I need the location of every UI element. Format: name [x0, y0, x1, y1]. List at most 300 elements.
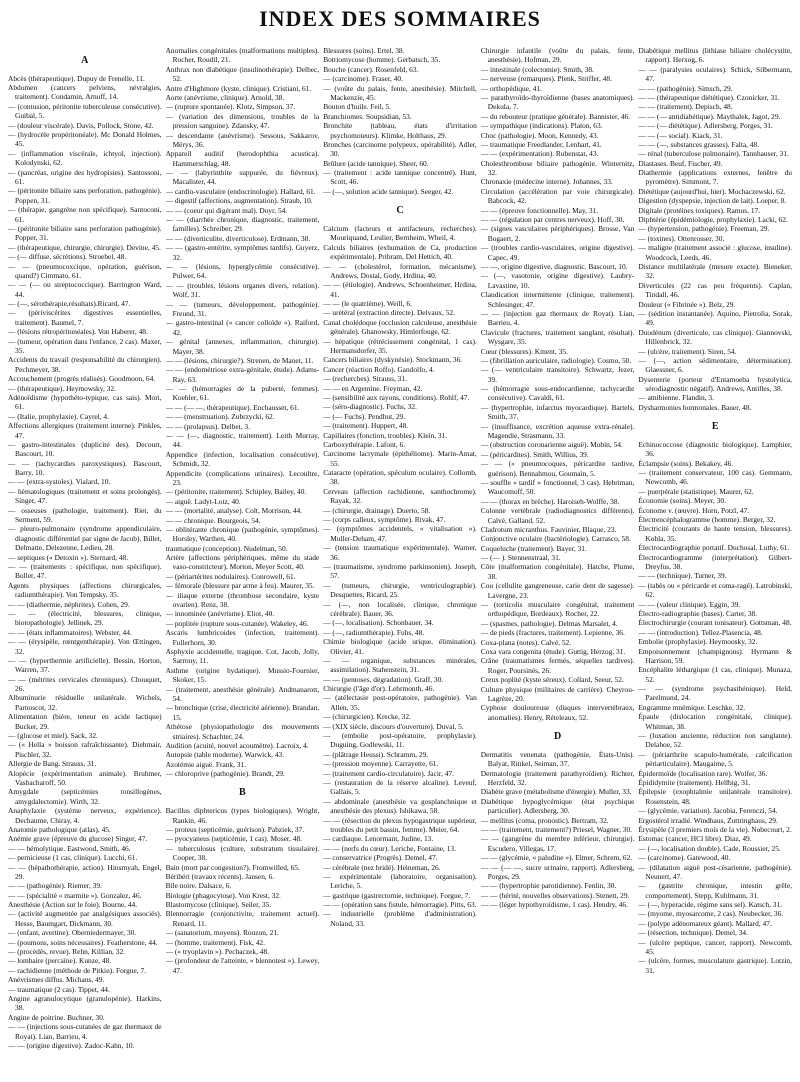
index-entry: Anémie grave (épreuve du glucose) Singer, 47.	[8, 834, 148, 844]
index-entry: — — (épreuve fonctionnelle). May, 31.	[480, 205, 599, 215]
index-entry: Branchiomes. Soupsidian, 53.	[323, 111, 412, 121]
index-entry: — pyocyaneus (septicémie, 1 cas). Moser, 48.	[165, 834, 302, 844]
index-entry: — — hémolytique. Eastwood, Smith, 46.	[8, 843, 131, 853]
index-entry: Empoisonnement (champignons). Hyrmann & Harrison, 59.	[638, 646, 792, 665]
index-entry: — (lésions rétropéritonéales). Von Haberer, 48.	[8, 327, 148, 337]
index-entry: Électrocardiogramme (interprétation). Gilbert-Dreyfus, 38.	[638, 552, 792, 571]
index-entry: — (torticolis musculaire congénital, traitement orthopédique, Bordeaux). Rocher, 22.	[480, 600, 635, 619]
index-entry: Canal cholédoque (occlusion calculeuse, anesthésie générale). Ghanowsky, Himlerfouge, 62.	[323, 317, 477, 337]
index-entry: — — (—, diagnostic, traitement). Leith Murray, 44.	[165, 431, 320, 450]
index-entry: — — (hypertrophie parotidienne). Fenlin, 30.	[480, 881, 617, 891]
index-entry: Anthrax non diabétique (insulinothérapie). Delbec, 52.	[165, 64, 320, 84]
index-entry: — traumatique Freedlander, Lenhart, 41.	[480, 139, 602, 149]
section-letter: A	[81, 55, 89, 66]
index-entry: Anomalies congénitales (malformations multiples). Rocher, Roudil, 21.	[165, 46, 320, 65]
index-entry: Cancers biliaires (dyskynésie). Stockmann, 36.	[323, 355, 463, 365]
index-entry: — (traitement). Huppert, 48.	[323, 421, 409, 431]
index-entry: — (symptômes accidentels, « vitalisation »). Muller-Deham, 47.	[323, 524, 477, 543]
index-entry: Bacillus diphtericus (types biologiques). Wright, Rankin, 46.	[165, 806, 320, 825]
index-entry: Adénoïdisme (hypothéto-typique, cas sais). Mori, 61.	[8, 392, 162, 412]
index-entry: — oblitérante chronique (pathogénie, symptômes). Horsley, Warthen, 40.	[165, 524, 320, 544]
index-entry: Cataracte (opération, spéculum oculaire). Collomb, 38.	[323, 468, 477, 487]
index-entry: — (polype adénomateux géant). Mallard, 47.	[638, 918, 772, 928]
index-entry: Culture physique (militaires de carrière). Cheyrou-Lagrèze, 20.	[480, 684, 635, 703]
index-entry: — (sédition instantanée). Aquino, Pietrolia, Sorak, 49.	[638, 308, 792, 328]
index-entry: — (péritonite, traitement). Schipley, Bailey, 40.	[165, 487, 307, 497]
index-entry: — (périarthrite scapulo-humérale, calcification périarticulaire). Maugaime, 5.	[638, 749, 792, 769]
index-entry: — — (mortalité, analyse). Colt, Morrison, 44.	[165, 506, 303, 516]
index-entry: — (« tryoplavin »). Pechaczek, 48.	[165, 947, 270, 957]
index-entry: Embolie (prophylaxie). Heymoosky, 32.	[638, 637, 758, 647]
index-columns	[8, 46, 792, 1076]
index-entry: Coxa vara congenita (étude). Guttig, Herzog, 31.	[480, 647, 626, 656]
index-entry: Diathermie (applications externes, fenêtre du pyromètre). Simmont, 7.	[638, 168, 792, 187]
index-entry: — — (hérité, nouvelles observations). Stenett, 29.	[480, 890, 630, 900]
index-entry: — (rupture spontanée). Klotz, Simpson, 37.	[165, 102, 296, 112]
index-entry: Électrencéphalogramme (homme). Berger, 32.	[638, 515, 776, 525]
index-entry: Allergie de Bang. Strauss, 31.	[8, 759, 97, 769]
index-entry: Engramme mnémique. Leschke, 32.	[638, 702, 746, 712]
index-entry: — de pieds (fractures, traitement). Lepienne, 36.	[480, 628, 625, 638]
index-entry: — (carcinome). Fraser, 40.	[323, 74, 403, 84]
index-entry: — — (« pneumocoques, péricardite tardive, guérison). Bennahmou, Goumain, 5.	[480, 459, 635, 478]
index-entry: — (poumons, soins nécessaires). Featherstone, 44.	[8, 937, 158, 947]
index-column	[481, 46, 635, 1076]
index-entry: — — (pathogénie). Simsch, 29.	[638, 83, 733, 93]
index-entry: Dermatitis venenata (pathogénie, États-Unis). Balyat, Rinkel, Seiman, 37.	[480, 749, 635, 769]
index-entry: — (inflammation viscérale, ichtyol, injection). Kolodynski, 62.	[8, 148, 162, 168]
index-entry: Chimie biologique (acide urique, élimination). Olivier, 41.	[323, 637, 477, 656]
index-entry: — souffle « tardif » fonctionnel, 3 cas). Hebriman, Waucomoff, 50.	[480, 477, 635, 497]
index-entry: — (—, hyperacide, régime sans sel). Katsch, 31.	[638, 900, 783, 910]
index-entry: — parathyroïdo-thyroïdienne (bases anatomiques). Dekula, 7.	[480, 92, 635, 112]
index-entry: — tuberculosus (culture, substratum tissulaire). Cooper, 38.	[165, 843, 320, 863]
index-entry: — — (pentoses, dégradation). Graff, 30.	[323, 674, 444, 684]
index-entry: — septiques (« Detoxin »). Sternard, 48.	[8, 552, 129, 562]
index-entry: — — (— —, sucre urinaire, rapport). Adlersberg, Porges, 29.	[480, 862, 635, 881]
index-entry: Anatomie pathologique (atlas), 45.	[8, 824, 111, 834]
index-entry: — bronchique (crise, électricité aérienne). Brandan, 15.	[165, 703, 320, 722]
index-entry: Diététique (aujourd'hui, hier). Mochaczewski, 62.	[638, 186, 786, 196]
index-entry: — — (— antidiabétique). Maythalek, Jagot, 29.	[638, 111, 781, 121]
index-entry: Chirurgie (l'âge d'or). Lehrmonth, 46.	[323, 684, 435, 694]
index-entry: Anesthésie (Action sur le foie). Bourne, 44.	[8, 900, 138, 910]
index-entry: Agents physiques (affections chirurgicales, radiumthérapie). Von Tempsky, 35.	[8, 580, 162, 600]
index-entry: — (insuffisance, excrétion aqueuse extra-rénale). Magendie, Strasmann, 33.	[480, 421, 635, 441]
index-entry: — (sanatorium, moyens). Rouzon, 21.	[165, 928, 279, 938]
index-entry: — (hypertrophie, infarctus myocardique). Bartels, Smith, 37.	[480, 402, 635, 422]
index-column	[638, 46, 792, 1076]
index-entry: Anaphylaxie (système nerveux, expérience). Dechaume, Chiray, 4.	[8, 806, 162, 825]
index-entry: — — (hyperthermie artificielle). Bessin, Horton, Warren, 37.	[8, 655, 162, 675]
index-entry: — — (tumeurs, développement, pathogénie). Freund, 31.	[165, 299, 320, 318]
index-entry: — (—, localisation double). Cade, Roussier, 25.	[638, 843, 781, 853]
index-entry: Diabétique hypoglycémique (état psychique particulier). Adlersberg, 30.	[480, 796, 635, 816]
index-entry: — (— Fuchs). Pendhut, 29.	[323, 411, 406, 421]
index-entry: — (périartérites nodulaires). Conrowell, 61.	[165, 571, 296, 581]
index-entry: — (dilatation aiguë post-césarienne, pathogénie). Neunert, 47.	[638, 862, 792, 881]
index-entry: Blennorragie (conjonctivite, traitement actuel). Renard, 11.	[165, 909, 320, 928]
index-entry: Cancer (réaction Roffo). Gandolfo, 4.	[323, 364, 435, 374]
index-entry: Crâne (traumatismes fermés, séquelles tardives). Roger, Poursinés, 26.	[480, 656, 635, 675]
index-column	[166, 46, 320, 1076]
index-entry: — — (valeur clinique). Eggin, 39.	[638, 599, 741, 609]
index-entry: — gastrique (gastrectomie, technique). Forgue, 7.	[323, 890, 471, 900]
index-entry: — cardio-vasculaire (endocrinologie). Hallard, 61.	[165, 186, 316, 196]
index-entry: Asphyxie accidentelle, tragique. Cot, Jacob, Jolly, Sarrouy, 11.	[165, 647, 320, 666]
index-entry: — (ulcère, traitement). Siren, 54.	[638, 346, 737, 356]
index-entry: Capillaires (fonction, troubles). Klein, 31.	[323, 430, 448, 440]
index-entry: — (hypertension, pathogénie). Freeman, 29.	[638, 224, 770, 234]
index-entry: — — (diarrhée chronique, diagnostic, traitement, familles). Schreiber, 29.	[165, 215, 320, 234]
index-entry: — (variation des dimensions, troubles de la pression sanguine). Zdansky, 47.	[165, 111, 320, 131]
index-entry: Éclampsie (soins). Bekakey, 46.	[638, 458, 734, 468]
index-entry: Cœur (blessures). Kment, 35.	[480, 346, 568, 356]
index-entry: — (péricardites). Smith, Willius, 39.	[480, 449, 589, 459]
index-entry: traumatique (conception). Nudelman, 50.	[165, 543, 288, 553]
index-entry: — — (— diététique). Adlersberg, Porges, 31.	[638, 121, 773, 131]
index-entry: — — (coeur qui digérant mal). Doyr, 54.	[165, 205, 288, 215]
index-entry: — — (thorax en brèche). Haroiseh-Wolffe, 38.	[480, 496, 620, 506]
index-entry: — (tumeur, opération dans l'enfance, 2 cas). Maxer, 35.	[8, 336, 162, 356]
index-entry: Dysenterie (porteur d'Entamoeba hystolytica, sérodiagnostic négatif). Andrews, Antilles, 38.	[638, 374, 792, 394]
index-entry: — (enfant, avertine). Oberniedermayer, 30.	[8, 928, 137, 938]
index-entry: Diabète grave (métabolisme d'énergie). Muller, 33.	[480, 787, 632, 797]
index-entry: — pleuro-pulmonaire (syndrome appendiculaire, diagnostic différentiel par signe de Jacob). Billet, Delmatte, Delezenne, Ledieu, 28.	[8, 524, 162, 553]
index-entry: Cladrotum micranthus. Fauvinier, Blaque, 23.	[480, 524, 617, 534]
index-entry: Albuminurie résiduelle unilatérale. Wichels, Parnoscot, 32.	[8, 693, 162, 712]
index-entry: Estomac (cancer, HCl libre). Diaz, 49.	[638, 834, 752, 844]
index-entry: — (ulcère peptique, cancer, rapport). Newcomb, 45.	[638, 937, 792, 957]
index-entry: — — (technique). Turner, 39.	[638, 571, 727, 581]
index-entry: — — (gangrène du membre inférieur, chirurgie). Escudero, Villegas, 17.	[480, 834, 635, 853]
index-entry: Colonne vertébrale (radiodiagnostics différents). Calvé, Galland, 52.	[480, 506, 635, 525]
index-entry: Économe v. (œuvre). Horn, Potzl, 47.	[638, 505, 750, 515]
index-entry: — (thérapeutique, chirurgie, chirurgie). Devine, 45.	[8, 242, 161, 252]
index-entry: Distance multilatérale (mesure exacte). Bieneker, 32.	[638, 261, 792, 281]
index-entry: — (XIX siècle, discours d'ouverture). Duval, 5.	[323, 721, 464, 731]
index-entry: — (fibrillation auriculaire, radiologie). Cosmo, 50.	[480, 355, 632, 365]
index-entry: — — (nerfs du cœur). Leriche, Fontaine, 13.	[323, 843, 456, 853]
index-entry: Appendicite (complications urinaires). Lecoultre, 23.	[165, 468, 320, 487]
index-entry: — (tension traumatique expérimentale). Warner, 36.	[323, 543, 477, 562]
index-entry: — chloroprive (pathogénie). Brandt, 29.	[165, 769, 285, 779]
index-entry: Béribéri (travaux récents). Jansen, 6.	[165, 871, 275, 881]
index-entry: — — (glycémie, « paludine »). Elmer, Schrem, 62.	[480, 853, 633, 863]
index-entry: — (luxation ancienne, réduction non sanglante). Delahoe, 52.	[638, 731, 792, 750]
index-entry: — (sensibilité aux rayons, conditions). Rohlf, 47.	[323, 392, 470, 402]
index-entry: Électrocardiographie portatif. Duchosal, Luthy, 61.	[638, 543, 790, 553]
index-entry: — génital (annexes, inflammation, chirurgie). Mayer, 38.	[165, 337, 320, 356]
index-entry: — — (gastro-entérite, symptômes tardifs). Guyerz, 32.	[165, 243, 320, 262]
index-entry: Dysharmonies hormonales. Bauer, 48.	[638, 402, 752, 412]
index-entry: Chirurgie infantile (voûte du palais, fente, anesthésie). Hofman, 29.	[480, 46, 635, 65]
index-entry: — (profondeur de l'atteinte, « blennotest »). Lewey, 47.	[165, 956, 320, 975]
index-entry: — (embolie post-opératoire, prophylaxie). Duguing, Godlewski, 11.	[323, 731, 477, 750]
index-entry: Économie (soins). Meyer, 30.	[638, 496, 726, 506]
index-entry: — abdominale (anesthésie va gosplanchnique et anesthésie des plexus). Ishikawa, 58.	[323, 796, 477, 816]
index-entry: — (thérapie, gangrène non spécifique). Santoconi, 61.	[8, 205, 162, 224]
index-entry: Conjonctive oculaire (bactériologie). Carrasco, 58.	[480, 534, 631, 544]
index-entry: Électro-radiographie (bases). Carter, 38.	[638, 608, 758, 618]
index-entry: Coqueluche (traitement). Bayer, 31.	[480, 543, 587, 553]
index-entry: — (hémorragie sous-endocardienne, tachycardie consécutive). Cavaldi, 61.	[480, 384, 635, 403]
index-entry: — (—, radiumthérapie). Fuhs, 48.	[323, 627, 425, 637]
index-entry: Appareil auditif (herodophthia acustica). Hammerschlag, 48.	[165, 149, 320, 168]
index-entry: Digitale (protéines toxiques). Ramos, 17.	[638, 205, 761, 215]
index-entry: — — (syndrome psychasthénique). Held, Parelmund, 24.	[638, 684, 792, 703]
index-entry: — innominée (anévrisme). Eliot, 40.	[165, 609, 275, 619]
index-entry: — (ulcère, formes, musculature gastrique). Lotzin, 31.	[638, 956, 792, 975]
index-entry: Ergostérol irradié. Windhaus, Zuttringhaus, 29.	[638, 815, 778, 825]
index-entry: Épidermoïde (localisation rare). Wolfer, 36.	[638, 768, 768, 778]
index-entry: — (plâtrage Heussi). Schramm, 29.	[323, 749, 429, 759]
index-entry: Alopécie (expérimentation animale). Bruhmer, Vasbacharoff, 50.	[8, 768, 162, 787]
index-entry: Diabétique mellitus (lithiase biliaire cholécystite, rapport). Herxog, 6.	[638, 46, 792, 65]
index-entry: — — (lésions, chirurgie?). Strenen, de Manet, 11.	[165, 355, 314, 365]
index-entry: Côte (malformation congénitale). Hatche, Plume, 38.	[480, 562, 635, 581]
index-entry: — — (prolapsus). Delbet, 3.	[165, 421, 250, 431]
index-entry: — (troubles cardio-vasculaires, origine digestive). Capec, 49.	[480, 243, 635, 262]
index-entry: — (toxines). Ottenrosser, 30.	[638, 233, 725, 243]
index-entry: — (séro-diagnostic). Fuchs, 32.	[323, 402, 417, 412]
index-entry: — industrielle (problème d'administration). Noland, 33.	[323, 909, 477, 928]
index-entry: Cou (cellulite gangreneuse, carie dent de sagesse). Lavergne, 23.	[480, 581, 635, 600]
index-entry: — (obstruction coronarienne aiguë). Mobin, 54.	[480, 440, 623, 450]
index-entry: — (hydrocèle propéritonéale). Mc Donald Holmes, 45.	[8, 130, 162, 149]
index-entry: — cardiaque. Lenormant, Judine, 13.	[323, 834, 434, 844]
index-entry: — (péritonite biliaire sans perforation, pathogénie). Poppen, 31.	[8, 186, 162, 205]
index-entry: — orthopédique, 41.	[480, 83, 542, 93]
index-entry: — — (paralysies oculaires). Schick, Silbermann, 47.	[638, 64, 792, 84]
index-entry: Abcès (thérapeutique). Dupuy de Frenelle, 11.	[8, 73, 145, 83]
index-entry: Épaule (dislocation congénitale, clinique). Whitman, 38.	[638, 712, 792, 731]
index-entry: — (contusion, péritonite tuberculeuse consécutive). Guibal, 5.	[8, 101, 162, 121]
index-entry: — gastro-intestinal (« cancer colloïde »). Raiford, 42.	[165, 318, 320, 337]
index-entry: — (traitement cardio-circulatoire). Jacir, 47.	[323, 768, 455, 778]
index-entry: — expérimentale (laboratoire, organisation). Leriche, 5.	[323, 871, 477, 891]
index-entry: — — (injections sous-cutanées de gaz thermaux de Royat). Lian, Barrieu, 4.	[8, 1022, 162, 1041]
index-entry: Bronchite (tableau, états d'irritation psychomoteurs). Klimke, Holthaus, 29.	[323, 121, 477, 140]
index-entry: — (glycémie, variation). Jacobia, Ferenczi, 54.	[638, 806, 778, 816]
index-entry: — (tabès ou « péricarde et coma-ragé). Latrobinski, 62.	[638, 580, 792, 600]
index-entry: Clavicule (fractures, traitement sanglant, résultat). Wysgare, 35.	[480, 327, 635, 347]
index-entry: — (—, solution acide tannique). Seeger, 42.	[323, 186, 454, 196]
index-entry: — (voûte du palais, fente, anesthésie). Mitchell, Mackenzie, 45.	[323, 83, 477, 102]
index-entry: Abdomen (cancers pelviens, névralgies, traitement). Condamin, Arnuff, 14.	[8, 83, 162, 102]
index-entry: Digestion (dyspepsie, injection de lait). Loeper, 8.	[638, 196, 787, 206]
index-entry: — — (menstruation). Zubrzycki, 62.	[165, 412, 275, 422]
index-entry: — — (— ou streptococcique). Barrington Ward, 44.	[8, 280, 162, 299]
index-entry: — (procédés, revue). Rehn, Killian, 32.	[8, 947, 125, 957]
index-entry: — (—, non localisée, clinique, chronique cérébrale). Bauer, 36.	[323, 599, 477, 618]
index-entry: Coxa-plana (notes). Calvé, 52.	[480, 637, 572, 647]
index-entry: — — (troubles, lésions organes divers, relation). Wolf, 31.	[165, 280, 320, 300]
index-entry: Carboxythérapie. Lafont, 6.	[323, 439, 406, 449]
index-entry: Appendice (infection, localisation consécutive). Schmidt, 32.	[165, 449, 320, 469]
index-entry: — traumatique (2 cas). Tippet, 44.	[8, 984, 110, 994]
index-entry: Audition (acuité, nouvel acoumètre). Lacroix, 4.	[165, 740, 309, 750]
index-entry: — poplitée (rupture sous-cutanée). Wakeley, 46.	[165, 618, 309, 628]
index-entry: — — (—, substances grasses). Falta, 48.	[638, 139, 760, 149]
index-entry: — — chronique. Bourgeois, 54.	[165, 515, 261, 525]
index-entry: Bronches (carcinome polypeux, opérabilité). Adler, 30.	[323, 139, 477, 159]
index-entry: — (recherches). Strauss, 31.	[323, 374, 407, 384]
index-entry: Creux poplité (kyste séreux). Collard, Seeur, 52.	[480, 675, 624, 685]
index-column	[8, 46, 162, 1076]
index-entry: — (gastrite chronique, intestin grêle, comportement). Stepp, Kuhlmann, 31.	[638, 881, 792, 900]
index-entry: — —, origine digestive, diagnostic. Bascourt, 10.	[480, 261, 628, 271]
index-entry: Brûlure (acide tannique). Sheer, 60.	[323, 158, 429, 168]
index-entry: — — (diathermie, néphrites). Cohen, 29.	[8, 599, 130, 609]
index-entry: — (traitement conservateur, 100 cas). Gemmann, Newcomb, 46.	[638, 468, 792, 487]
index-entry: — cérébrale (nez bridé). Heineman, 26.	[323, 862, 441, 872]
index-entry: Accouchement (progrès réalisés). Goodmoon, 64.	[8, 374, 156, 384]
index-entry: Autopsie (table moderne). Warwick, 43.	[165, 750, 285, 760]
index-entry: Alimentation (bière, teneur en acide lactique) Bucker, 29.	[8, 712, 162, 731]
section-letter: D	[553, 731, 562, 743]
index-entry: — — (pneumocoxcique, opération, guérison, quand?) Cimmato, 61.	[8, 261, 162, 280]
index-entry: — lombaire (percaïne). Kunze, 48.	[8, 956, 112, 966]
index-entry: — pernicieuse (1 cas, clinique). Lucchi, 61.	[8, 853, 138, 863]
index-entry: Affections allergiques (traitement interne). Pinkles, 47.	[8, 421, 162, 440]
index-entry: — conservatrice (Progrès). Demel, 47.	[323, 853, 438, 863]
index-entry: — — (— social). Kiack, 31.	[638, 130, 723, 140]
index-entry: — (résection, technique). Demel, 34.	[638, 928, 748, 938]
index-entry: Diverticules (22 cas peu fréquents). Caplan, Tindall, 46.	[638, 280, 792, 300]
index-entry: — — (expérimentation). Rubenstat, 43.	[480, 149, 599, 159]
index-entry: — rachidienne (méthode de Pitkin). Forgue, 7.	[8, 965, 146, 975]
index-entry: — — (opération sans fistule, hémorragie). Pitts, 63.	[323, 900, 477, 910]
index-entry: — osseuses (pathologie, traitement). Riet, du Serment, 59.	[8, 505, 162, 525]
index-entry: — — en Argentine. Freyman, 42.	[323, 383, 423, 393]
index-entry: Carcinome lacrymale (épithéliome). Marin-Amat, 55.	[323, 449, 477, 468]
index-entry: Électricité (courants de haute tension, blessures). Kohla, 35.	[638, 524, 792, 543]
index-entry: — du rebouteur (pratique générale). Bannister, 46.	[480, 111, 631, 121]
index-entry: — — (cholestérol, formation, mécanisme). Andrews, Dostal, Gody, Hrdina, 40.	[323, 261, 477, 280]
index-entry: — — (états inflammatoires). Webster, 44.	[8, 627, 132, 637]
index-entry: — — (extra-systoles). Vialard, 10.	[8, 477, 111, 487]
index-entry: — hématologiques (traitement et soins prolongés). Singer, 47.	[8, 486, 162, 506]
index-entry: — (carcinome). Gatewood, 40.	[638, 853, 731, 863]
index-entry: Angine de poitrine. Buchner, 30.	[8, 1012, 105, 1022]
index-entry: Diphtérie (épidémiologie, prophylaxie). Lacki, 62.	[638, 215, 788, 225]
index-entry: Asthme (origine hydatique). Mussio-Fournier, Skoker, 15.	[165, 665, 320, 685]
index-entry: Angine agranulocytique (granulopénie). Harkins, 38.	[8, 993, 162, 1013]
index-entry: — descendante (anévrisme). Sessous, Sakkarov, Mérys, 36.	[165, 130, 320, 149]
index-entry: Artère (affections périphériques, même du stade vaso-constricteur), Morton, Meyer Scott, 40.	[165, 553, 320, 572]
index-entry: — proteus (septicémie, guérison). Pabziek, 37.	[165, 824, 305, 834]
index-entry: — — (traitement, traitement?) Priesel, Wagner, 30.	[480, 824, 633, 834]
index-entry: — (glucose et miel). Sack, 32.	[8, 731, 98, 741]
index-entry: — (atélectasie post-opératoire, pathogénie). Van Allen, 35.	[323, 693, 477, 712]
index-entry: Biologie (phagocytose). Von Krest, 32.	[165, 890, 281, 900]
index-entry: Épilepsie (exophtalmie unilatérale transitoire). Rosenstein, 48.	[638, 787, 792, 806]
index-entry: Électrochirurgie (courant tonisateur). Gottsman, 48.	[638, 618, 792, 628]
index-entry: Ascaris lumbricoides (infection, traitement). Fullerhorn, 30.	[165, 628, 320, 647]
index-entry: Echinococcose (diagnostic biologique). Lamphier, 36.	[638, 439, 792, 459]
index-column	[323, 46, 477, 1076]
index-entry: — — (érysipèle, rœntgenthérapie). Von Œttingen, 32.	[8, 637, 162, 656]
index-entry: — (—, vasotonie, origine digestive). Laubry-Lavastine, 10.	[480, 271, 635, 290]
index-entry: — — (léger hypothyroïdisme, 1 cas). Hendry, 46.	[480, 900, 628, 910]
index-entry: — (pression moyenne). Carrayette, 61.	[323, 759, 439, 769]
index-entry: — puerpérale (statistique). Maurer, 62.	[638, 486, 754, 496]
index-entry: — — (étiologie). Andrews, Schoenheimer, Hrdina, 41.	[323, 280, 477, 299]
index-entry: — nerveuse (remarques). Plenk, Striffer, 48.	[480, 74, 612, 84]
index-entry: — (traumatisme, syndrome parkinsonien). Joseph, 57.	[323, 562, 477, 581]
index-entry: — — (résection du plexus hypogastrique supérieur, troubles du petit bassin, femme). Meier, 64.	[323, 815, 477, 834]
index-entry: Azotémie aiguë. Frank, 31.	[165, 759, 247, 769]
index-entry: Blessures (soins). Ertel, 38.	[323, 46, 405, 55]
index-entry: — — (hémorragies de la puberté, femmes). Koehler, 61.	[165, 384, 320, 403]
index-entry: — — (pathogénie). Riemer, 39.	[8, 881, 102, 891]
index-entry: Claudication intermittente (clinique, traitement). Schlesinger, 47.	[480, 290, 635, 309]
index-entry: — — (lésions, hyperglycémie consécutive). Pulwer, 64.	[165, 261, 320, 281]
index-entry: — — (hépathothérapie, action). Hinsmyah, Engel, 29.	[8, 862, 162, 881]
index-entry: — (activité augmentée par analgésiques associés). Hesse, Baumgart, Dickmann, 30.	[8, 909, 162, 928]
index-entry: — — (— —, thérapeutique). Enchausset, 61.	[165, 402, 300, 412]
index-entry: Aorte (anévrisme, clinique). Arnold, 38.	[165, 92, 285, 102]
index-entry: — — (tachycardies paroxystiques). Bascourt, Barry, 10.	[8, 458, 162, 478]
index-entry: — (chirurgie, drainage). Duerto, 58.	[323, 505, 431, 515]
index-entry: Érysipèle (3 premiers mois de la vie). Nobecourt, 2.	[638, 824, 792, 834]
index-entry: Calcium (facteurs et antifacteurs, recherches). Mouriquand, Leulier, Bernheim, Wheil, 4.	[323, 223, 477, 243]
index-entry: Anévrismes diffus. Michans, 49.	[8, 975, 105, 985]
index-entry: Antre d'Highmore (kyste, clinique). Cristiani, 61.	[165, 83, 312, 93]
index-entry: — (tumeurs, chirurgie, ventriculographie). Desquettes, Ricard, 25.	[323, 580, 477, 600]
section-letter: E	[711, 421, 719, 433]
index-entry: — (Italie, prophylaxie). Cayrel, 4.	[8, 411, 109, 421]
index-entry: — (signes vasculaires périphériques). Brosse, Van Bogaert, 2.	[480, 224, 635, 243]
index-entry: — — (origine digestive). Zadoc-Kahn, 10.	[8, 1040, 135, 1050]
index-entry: — — (traitements : spécifique, non spécifique). Boller, 47.	[8, 562, 162, 581]
section-letter: B	[239, 787, 246, 799]
index-entry: — (—, localisation). Schonbauer, 34.	[323, 618, 434, 628]
index-entry: — — (traitement). Depisch, 48.	[638, 102, 733, 112]
index-entry: — — (introduction). Tellez-Plasencia, 48.	[638, 627, 763, 637]
index-entry: — urétéral (extraction directe). Delvaux, 52.	[323, 308, 455, 318]
index-entry: — (homme, traitement). Fisk, 42.	[165, 937, 265, 947]
index-entry: — maligne (traitement associé : glucose, insuline). Woodcock, Leeds, 46.	[638, 243, 792, 262]
index-entry: Accidents du travail (responsabilité du chirurgien). Pechmeyer, 38.	[8, 355, 162, 374]
index-entry: Cerveau (affection rachidienne, xanthochrome). Rayak, 32.	[323, 486, 477, 506]
index-entry: Bouche (cancer). Rosenfeld, 63.	[323, 64, 419, 74]
index-entry: Amygdale (septicémies tonsillogènes, amygdalectomie). Wirth, 32.	[8, 787, 162, 806]
index-entry: — amibienne. Flandin, 3.	[638, 393, 714, 403]
index-entry: — iliaque externe (thrombose secondaire, kyste ovarien). Renz, 38.	[165, 590, 320, 610]
index-entry: — sympathique (indications). Platon, 63.	[480, 121, 603, 131]
index-entry: Encéphalite léthargique (1 cas, clinique). Munaza, 52.	[638, 665, 792, 684]
index-entry: — (—, sérothérapie,résultats).Ricard, 47.	[8, 299, 131, 309]
index-entry: Choc (pathologie). Moon, Kennedy, 43.	[480, 130, 599, 140]
index-entry: — (— ). Stennenstraal, 31.	[480, 553, 561, 563]
index-entry: Bile noire. Dalsace, 6.	[165, 881, 232, 891]
index-entry: Botriomycose (homme). Gerbatsch, 35.	[323, 55, 441, 65]
index-entry: — digestif (affections, augmentation). Straub, 10.	[165, 196, 313, 206]
index-entry: Calculs biliaires (exhumation de Ca, production expérimentale). Pribram, Del Hettich, 40.	[323, 242, 477, 262]
index-entry: Bouton d'huile. Feil, 5.	[323, 102, 392, 112]
index-entry: Circulation (accélération par voie chirurgicale). Babcock, 42.	[480, 186, 635, 206]
index-entry: — — (endométriose extra-génitale, étude). Adams-Ray, 63.	[165, 365, 320, 384]
index-entry: — — (thérapeutique diététique). Czonicker, 31.	[638, 92, 780, 102]
index-entry: — (—, action sédimentaire, détermination). Glaessner, 6.	[638, 355, 792, 375]
index-entry: — (pancréas, origine des hydropisies). Santossoni, 61.	[8, 167, 162, 186]
page-title: INDEX DES SOMMAIRES	[259, 6, 541, 31]
index-entry: — (myome, myosarcome, 2 cas). Neubecker, 36.	[638, 909, 784, 919]
index-entry: — — (labyrinthite suppurée, du fiévreux). Macalister, 44.	[165, 168, 320, 187]
index-entry: — — (métrites cervicales chroniques). Chouquet, 26.	[8, 674, 162, 694]
